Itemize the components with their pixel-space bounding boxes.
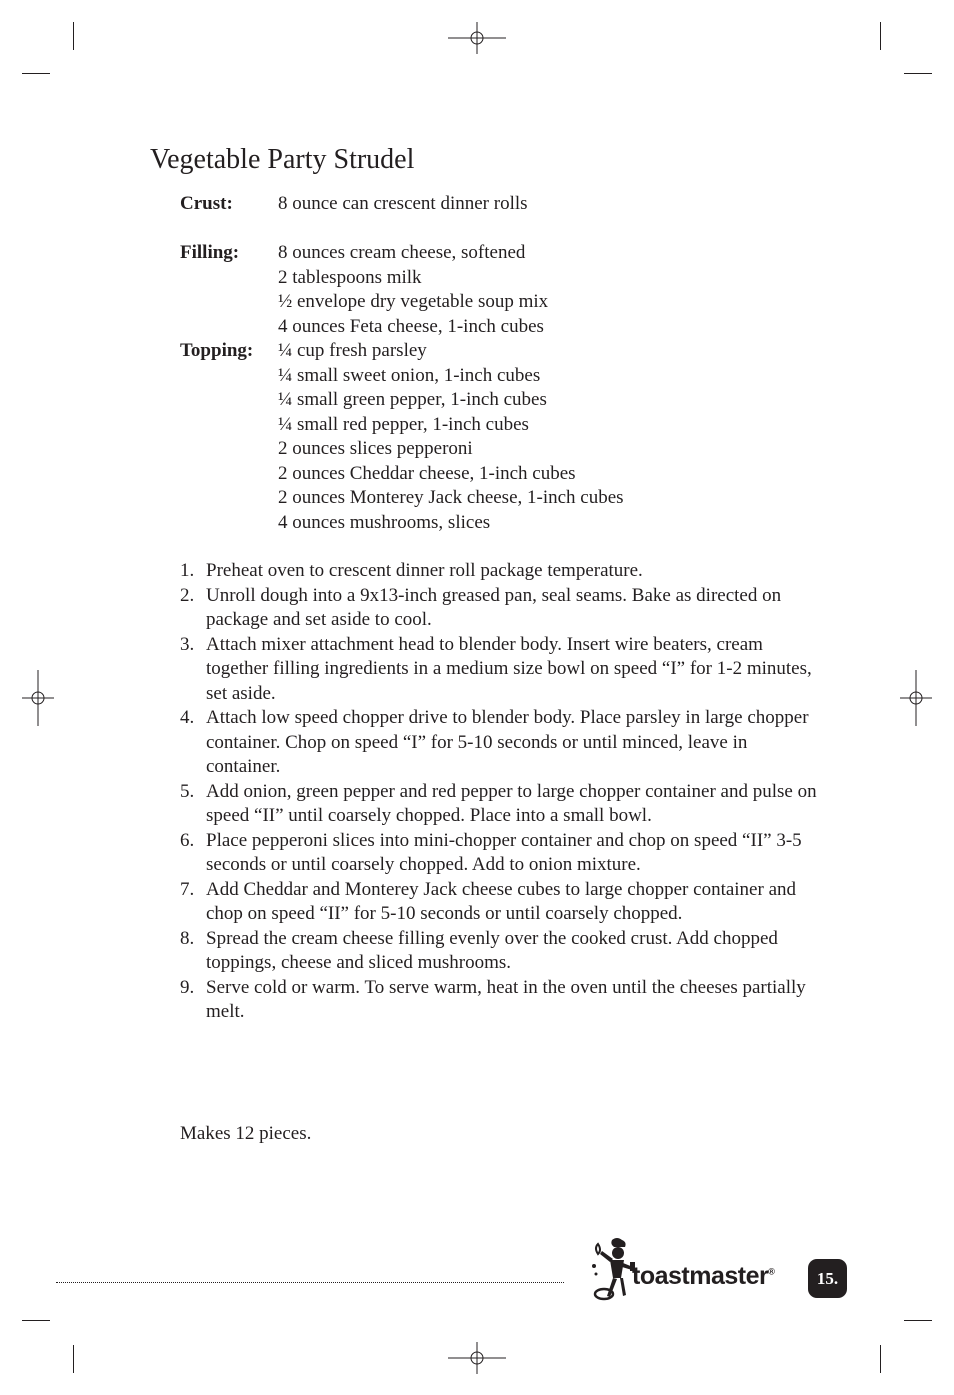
ingredient-row	[180, 290, 624, 315]
instruction-step	[180, 633, 820, 707]
step-number: 3.	[180, 633, 195, 655]
step-text: Attach low speed chopper drive to blender body. Place parsley in large chopper container. Chop on speed “I” for 5-10 seconds or until minced, leave in container.	[206, 707, 809, 777]
crop-mark	[73, 22, 74, 50]
ingredient-row	[180, 388, 624, 413]
ingredient-item: 2 ounces slices pepperoni	[278, 438, 473, 459]
ingredients-section	[180, 192, 624, 535]
recipe-yield: Makes 12 pieces.	[180, 1123, 312, 1144]
crust-label: Crust:	[180, 193, 233, 214]
registration-mark-icon	[20, 670, 56, 726]
step-number: 2.	[180, 584, 195, 606]
step-text: Preheat oven to crescent dinner roll package temperature.	[206, 560, 643, 581]
step-number: 9.	[180, 976, 195, 998]
registration-mark-icon	[898, 670, 934, 726]
instruction-step	[180, 584, 820, 633]
filling-label: Filling:	[180, 242, 240, 263]
ingredient-row	[180, 339, 624, 364]
ingredient-row	[180, 437, 624, 462]
brand-logo	[632, 1262, 774, 1291]
recipe-title: Vegetable Party Strudel	[150, 144, 415, 175]
step-number: 8.	[180, 927, 195, 949]
ingredient-row	[180, 413, 624, 438]
instruction-step	[180, 780, 820, 829]
step-number: 4.	[180, 707, 195, 728]
step-number: 5.	[180, 780, 195, 802]
registration-mark-icon	[448, 1340, 506, 1376]
ingredient-item: ¼ small sweet onion, 1-inch cubes	[278, 364, 541, 386]
crop-mark	[22, 1320, 50, 1321]
registered-mark: ®	[768, 1266, 775, 1277]
instructions-list	[180, 559, 820, 1025]
footer-dotted-rule	[56, 1282, 564, 1283]
ingredient-item: 2 ounces Cheddar cheese, 1-inch cubes	[278, 462, 576, 484]
step-text: Serve cold or warm. To serve warm, heat in the oven until the cheeses partially melt.	[206, 976, 806, 1022]
registration-mark-icon	[448, 20, 506, 56]
ingredient-row	[180, 241, 624, 266]
instruction-step	[180, 559, 820, 584]
step-text: Unroll dough into a 9x13-inch greased pan, seal seams. Bake as directed on package and set aside to cool.	[206, 584, 782, 630]
brand-name: toastmaster	[632, 1262, 769, 1290]
crop-mark	[73, 1345, 74, 1373]
ingredient-row	[180, 192, 624, 217]
ingredient-item: 8 ounces cream cheese, softened	[278, 242, 526, 263]
ingredient-item: 4 ounces mushrooms, slices	[278, 511, 491, 533]
instruction-step	[180, 927, 820, 976]
step-text: Attach mixer attachment head to blender body. Insert wire beaters, cream together filling ingredients in a medium size bowl on speed “I” for 1-2 minutes, set aside.	[206, 633, 812, 704]
chef-mascot-icon	[590, 1236, 636, 1302]
ingredient-item: 2 ounces Monterey Jack cheese, 1-inch cubes	[278, 487, 624, 508]
instruction-step	[180, 829, 820, 878]
step-number: 6.	[180, 829, 195, 851]
ingredient-item: ¼ cup fresh parsley	[278, 340, 427, 361]
ingredient-row	[180, 364, 624, 389]
topping-label: Topping:	[180, 340, 254, 361]
crop-mark	[880, 1345, 881, 1373]
ingredient-item: ½ envelope dry vegetable soup mix	[278, 291, 549, 312]
ingredient-row	[180, 511, 624, 536]
step-text: Add onion, green pepper and red pepper to large chopper container and pulse on speed “II” until coarsely chopped. Place into a small bowl.	[206, 780, 817, 826]
instruction-step	[180, 706, 820, 780]
ingredient-row	[180, 486, 624, 511]
page-number: 15.	[808, 1259, 847, 1298]
step-text: Spread the cream cheese filling evenly over the cooked crust. Add chopped toppings, cheese and sliced mushrooms.	[206, 927, 778, 973]
crop-mark	[22, 73, 50, 74]
instruction-step	[180, 878, 820, 927]
crop-mark	[904, 73, 932, 74]
crop-mark	[880, 22, 881, 50]
ingredient-item: ¼ small red pepper, 1-inch cubes	[278, 413, 529, 435]
ingredient-item: 2 tablespoons milk	[278, 266, 422, 288]
step-number: 1.	[180, 560, 195, 581]
step-text: Place pepperoni slices into mini-chopper container and chop on speed “II” 3-5 seconds or until coarsely chopped. Add to onion mixture.	[206, 829, 802, 875]
crop-mark	[904, 1320, 932, 1321]
ingredient-row	[180, 315, 624, 340]
step-number: 7.	[180, 878, 195, 900]
step-text: Add Cheddar and Monterey Jack cheese cubes to large chopper container and chop on speed “II” for 5-10 seconds or until coarsely chopped.	[206, 878, 797, 924]
ingredient-row	[180, 266, 624, 291]
ingredient-row	[180, 462, 624, 487]
ingredient-item: 8 ounce can crescent dinner rolls	[278, 193, 528, 214]
ingredient-item: 4 ounces Feta cheese, 1-inch cubes	[278, 315, 544, 337]
instruction-step	[180, 976, 820, 1025]
ingredient-item: ¼ small green pepper, 1-inch cubes	[278, 389, 547, 410]
